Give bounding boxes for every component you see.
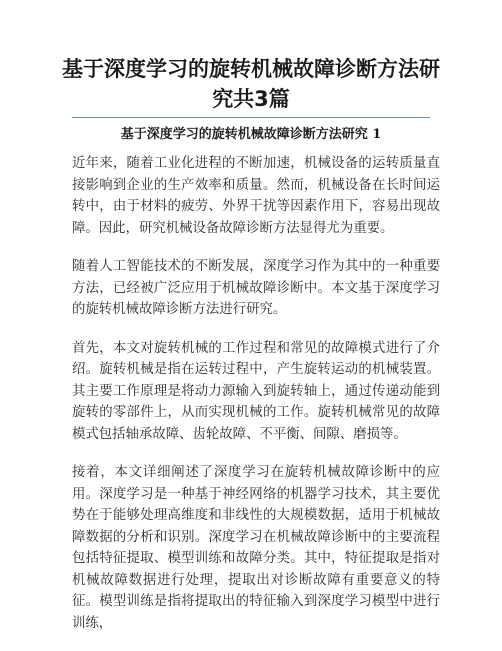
title-divider bbox=[72, 117, 430, 118]
paragraph-1: 近年来，随着工业化进程的不断加速，机械设备的运转质量直接影响到企业的生产效率和质量。然而，机械设备在长时间运转中，由于材料的疲劳、外界干扰等因素作用下，容易出现故障。因此，研究机械设备故障诊断方法显得尤为重要。 bbox=[72, 156, 440, 236]
paragraph-4: 接着，本文详细阐述了深度学习在旋转机械故障诊断中的应用。深度学习是一种基于神经网络的机器学习技术，其主要优势在于能够处理高维度和非线性的大规模数据，适用于机械故障数据的分析和识别。深度学习在机械故障诊断中的主要流程包括特征提取、模型训练和故障分类。其中，特征提取是指对机械故障数据进行处理，提取出对诊断故障有重要意义的特征。模型训练是指将提取出的特征输入到深度学习模型中进行训练， bbox=[72, 465, 440, 631]
paragraph-2: 随着人工智能技术的不断发展，深度学习作为其中的一种重要方法，已经被广泛应用于机械故障诊断中。本文基于深度学习的旋转机械故障诊断方法进行研究。 bbox=[72, 259, 440, 317]
document-body bbox=[72, 153, 440, 651]
document-title: 基于深度学习的旋转机械故障诊断方法研究共3篇 bbox=[62, 57, 440, 111]
paragraph-3: 首先，本文对旋转机械的工作过程和常见的故障模式进行了介绍。旋转机械是指在运转过程中，产生旋转运动的机械装置。其主要工作原理是将动力源输入到旋转轴上，通过传递动能到旋转的零部件上，从而实现机械的工作。旋转机械常见的故障模式包括轴承故障、齿轮故障、不平衡、间隙、磨损等。 bbox=[72, 340, 440, 442]
section-heading: 基于深度学习的旋转机械故障诊断方法研究 1 bbox=[120, 127, 382, 142]
